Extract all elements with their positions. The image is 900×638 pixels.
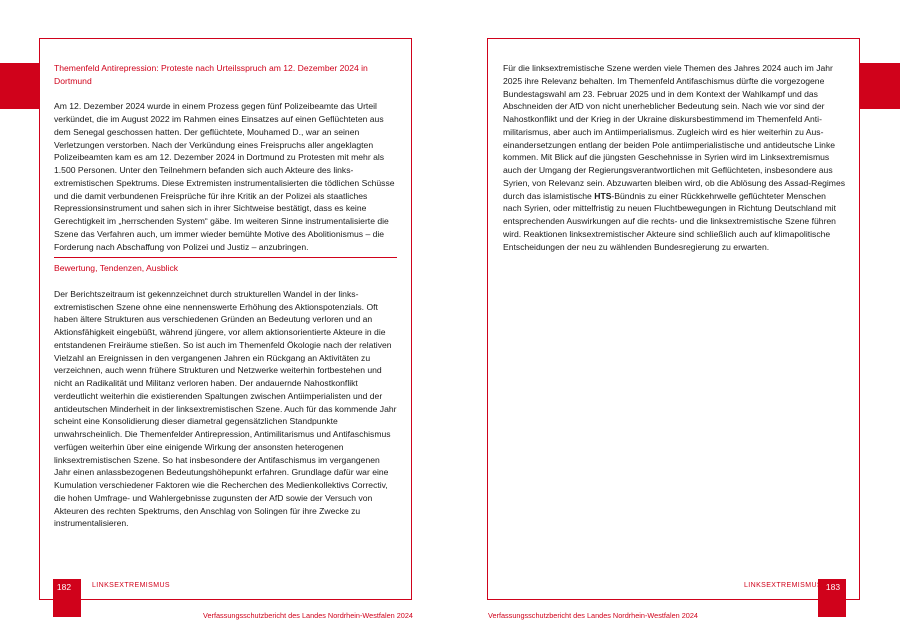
right-running-head: LINKSEXTREMISMUS (744, 582, 822, 589)
bold-term-hts: HTS (594, 190, 612, 201)
left-edge-bar (0, 63, 39, 109)
right-page-number: 183 (825, 582, 841, 592)
section-divider (54, 257, 397, 258)
paragraph-ausblick-part1: Für die linksextremistische Szene werden viele Themen des Jahres 2024 auch im Jahr 2025 ihre Relevanz behalten. Im Themenfeld Antifaschismus dürfte die vorgezogene Bundestagswahl am 23. Februar 2025 und in dem Kontext der Wahlkampf und das Abschneiden der AfD von nicht unerheblicher Bedeutung sein. Nach wie vor sind der Nahostkonflikt und der Krieg in der Ukraine diskursbestimmend im Themenfeld Antimilitarismus, aber auch im Antiimperialismus. Zugleich wird es hier weiterhin zu Auseinandersetzungen entlang der beiden Pole antiimperialistische und antideutsche Linke kommen. Mit Blick auf die jüngsten Geschehnisse in Syrien wird im Linksextremismus auch der Umgang der Regierungsverantwortlichen mit Geflüchteten, insbesondere aus Syrien, von Relevanz sein. Abzuwarten bleiben wird, ob die Ablösung des Assad-Regimes durch das islamistische (503, 63, 846, 201)
right-page-content (503, 62, 846, 253)
section-heading-antirepression: Themenfeld Antirepression: Proteste nach Urteilsspruch am 12. Dezember 2024 in Dortmund (54, 63, 368, 86)
left-page-content (54, 62, 397, 530)
left-page-number: 182 (56, 582, 72, 592)
paragraph-ausblick-part2: -Bündnis zu einer Rückkehrwelle geflüchteter Menschen nach Syrien, oder mittelfristig zu neuen Fluchtbewegungen in Richtung Deutschland mit entsprechenden Auswirkungen auf die rechts- und die linksextremistische Szene führen wird. Reaktionen linksextremistischer Akteure sind schließlich auch auf klimapolitische Entscheidungen der neu zu wählenden Bundesregierung zu erwarten. (503, 190, 836, 252)
left-running-head: LINKSEXTREMISMUS (92, 582, 170, 589)
paragraph-bewertung: Der Berichtszeitraum ist gekennzeichnet durch strukturellen Wandel in der linksextremistischen Szene ohne eine nennenswerte Erhöhung des Aktionspotenzials. Oft haben ältere Strukturen aus verschiedenen Gründen an Bedeutung verloren und an Aktionsfähigkeit eingebüßt, während jüngere, vor allem aktionsorientierte Akteure in die entstandenen Freiräume stießen. So ist auch im Themenfeld Ökologie nach der relativen Vielzahl an Ereignissen in den vergangenen Jahren ein Rückgang an Aktivitäten zu verzeichnen, auch wenn frühere Strukturen und Netzwerke weiterhin fortbestehen und nicht an Radikalität und Militanz verloren haben. Der andauernde Nahostkonflikt verdeutlicht weiterhin die existierenden Spaltungen zwischen Antiimperialisten und der antideutschen Minderheit in der linksextremistischen Szene. Auch für das kommende Jahr scheint eine Konsolidierung dieser diametral gegensätzlichen Standpunkte unwahrscheinlich. Die Themenfelder Antirepression, Antimilitarismus und Antifaschismus verfügen weiterhin über eine einigende Wirkung der ansonsten heterogenen linksextremistischen Szene. So hat insbesondere der Antifaschismus im vergangenen Jahr einen anlassbezogenen Bedeutungshöhepunkt erfahren. Grundlage dafür war eine Kumulation verschiedener Faktoren wie die Recherchen des Medienkollektivs Correctiv, die hohen Umfrage- und Wahlergebnisse zugunsten der AfD sowie der Versuch von Akteuren des rechten Spektrums, den Anschlag von Solingen für ihre Zwecke zu instrumentalisieren. (54, 288, 397, 529)
right-footer-caption: Verfassungsschutzbericht des Landes Nordrhein-Westfalen 2024 (488, 611, 698, 620)
section-heading-bewertung: Bewertung, Tendenzen, Ausblick (54, 263, 179, 274)
paragraph-ausblick (503, 62, 846, 253)
paragraph-antirepression: Am 12. Dezember 2024 wurde in einem Prozess gegen fünf Polizeibeamte das Urteil verkündet, die im August 2022 im Rahmen eines Einsatzes auf einen Geflüchteten aus dem Senegal geschossen hatten. Der geflüchtete, Mouhamed D., war an seinen Verletzungen verstorben. Nach der Verkündung eines Freispruchs aller angeklagten Polizeibeamten kam es am 12. Dezember 2024 in Dortmund zu Protesten mit mehr als 1.500 Personen. Unter den Teilnehmern befanden sich auch Akteure des linksextremistischen Spektrums. Diese Extremisten instrumentalisierten die tödlichen Schüsse und die damit verbundenen Freisprüche für ihre Kritik an der Polizei als staatliches Repressionsinstrument und sahen sich in ihrer Sichtweise bestätigt, dass es keine Gerechtigkeit im „herrschenden System“ gäbe. Im weiteren Sinne instrumentalisierte die Szene das Verfahren auch, um immer wieder bemühte Motive des Abolitionismus – die Forderung nach Abschaffung von Polizei und Justiz – anzubringen. (54, 101, 395, 252)
right-edge-bar (860, 63, 900, 109)
left-footer-caption: Verfassungsschutzbericht des Landes Nordrhein-Westfalen 2024 (203, 611, 413, 620)
